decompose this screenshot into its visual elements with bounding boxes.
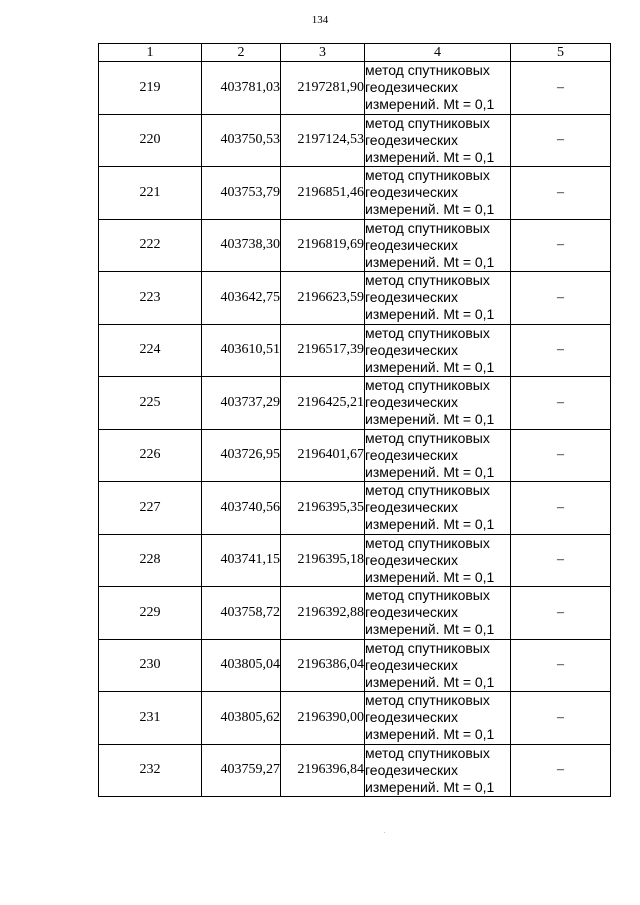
measurement-method [365,639,511,692]
measurement-method [365,377,511,430]
method-line: метод спутниковых [365,272,490,289]
method-line: геодезических [365,709,458,726]
note-dash: – [511,167,611,220]
coordinate-x: 403759,27 [202,744,281,797]
method-line: геодезических [365,446,458,463]
method-line: геодезических [365,499,458,516]
table-row [99,114,611,167]
coordinate-x: 403758,72 [202,587,281,640]
coordinate-y: 2196425,21 [281,377,365,430]
method-line: измерений. Mt = 0,1 [365,673,495,690]
table-header [99,44,611,62]
coordinate-x: 403741,15 [202,534,281,587]
coordinate-y: 2196395,18 [281,534,365,587]
measurement-method [365,219,511,272]
point-number: 223 [99,272,202,325]
table-row [99,692,611,745]
method-line: измерений. Mt = 0,1 [365,358,495,375]
note-dash: – [511,219,611,272]
coordinate-y: 2196396,84 [281,744,365,797]
table-row [99,534,611,587]
coordinate-y: 2197281,90 [281,62,365,115]
point-number: 226 [99,429,202,482]
note-dash: – [511,377,611,430]
method-line: геодезических [365,341,458,358]
table-row [99,429,611,482]
method-line: измерений. Mt = 0,1 [365,516,495,533]
measurement-method [365,744,511,797]
coordinate-x: 403805,04 [202,639,281,692]
coordinate-y: 2196517,39 [281,324,365,377]
method-line: измерений. Mt = 0,1 [365,778,495,795]
method-line: измерений. Mt = 0,1 [365,148,495,165]
coordinate-y: 2196851,46 [281,167,365,220]
coordinate-y: 2196623,59 [281,272,365,325]
table-row [99,324,611,377]
note-dash: – [511,744,611,797]
table-row [99,482,611,535]
coordinates-table [98,43,611,797]
scan-speck [384,832,385,833]
method-line: метод спутниковых [365,482,490,499]
point-number: 221 [99,167,202,220]
note-dash: – [511,114,611,167]
point-number: 227 [99,482,202,535]
point-number: 224 [99,324,202,377]
table-row [99,167,611,220]
coordinate-x: 403740,56 [202,482,281,535]
table-row [99,62,611,115]
point-number: 228 [99,534,202,587]
measurement-method [365,62,511,115]
method-line: измерений. Mt = 0,1 [365,411,495,428]
coordinate-y: 2196392,88 [281,587,365,640]
note-dash: – [511,272,611,325]
method-line: геодезических [365,394,458,411]
method-line: геодезических [365,656,458,673]
coordinate-x: 403726,95 [202,429,281,482]
header-col-4: 4 [365,44,511,62]
header-col-5: 5 [511,44,611,62]
coordinate-x: 403750,53 [202,114,281,167]
note-dash: – [511,692,611,745]
method-line: метод спутниковых [365,219,490,236]
method-line: измерений. Mt = 0,1 [365,96,495,113]
coordinate-x: 403805,62 [202,692,281,745]
point-number: 220 [99,114,202,167]
header-col-1: 1 [99,44,202,62]
coordinate-y: 2196401,67 [281,429,365,482]
method-line: геодезических [365,551,458,568]
method-line: измерений. Mt = 0,1 [365,463,495,480]
coordinate-x: 403642,75 [202,272,281,325]
note-dash: – [511,62,611,115]
note-dash: – [511,429,611,482]
method-line: геодезических [365,761,458,778]
method-line: геодезических [365,289,458,306]
method-line: измерений. Mt = 0,1 [365,201,495,218]
coordinate-x: 403781,03 [202,62,281,115]
measurement-method [365,272,511,325]
point-number: 222 [99,219,202,272]
table-row [99,744,611,797]
table-row [99,587,611,640]
table-row [99,639,611,692]
measurement-method [365,587,511,640]
method-line: метод спутниковых [365,62,490,79]
method-line: метод спутниковых [365,167,490,184]
note-dash: – [511,324,611,377]
coordinate-x: 403738,30 [202,219,281,272]
method-line: геодезических [365,236,458,253]
coordinate-y: 2196390,00 [281,692,365,745]
measurement-method [365,534,511,587]
method-line: геодезических [365,184,458,201]
method-line: измерений. Mt = 0,1 [365,568,495,585]
measurement-method [365,482,511,535]
method-line: метод спутниковых [365,587,490,604]
coordinate-y: 2196395,35 [281,482,365,535]
coordinate-x: 403610,51 [202,324,281,377]
point-number: 225 [99,377,202,430]
method-line: геодезических [365,604,458,621]
measurement-method [365,692,511,745]
method-line: метод спутниковых [365,377,490,394]
coordinate-x: 403737,29 [202,377,281,430]
method-line: геодезических [365,79,458,96]
point-number: 219 [99,62,202,115]
point-number: 232 [99,744,202,797]
note-dash: – [511,587,611,640]
note-dash: – [511,534,611,587]
point-number: 230 [99,639,202,692]
method-line: геодезических [365,131,458,148]
measurement-method [365,429,511,482]
page-number: 134 [311,14,329,26]
method-line: метод спутниковых [365,534,490,551]
measurement-method [365,324,511,377]
coordinate-y: 2196819,69 [281,219,365,272]
table-body [99,62,611,797]
point-number: 231 [99,692,202,745]
table-row [99,272,611,325]
method-line: измерений. Mt = 0,1 [365,621,495,638]
measurement-method [365,114,511,167]
table-row [99,219,611,272]
note-dash: – [511,482,611,535]
measurement-method [365,167,511,220]
table-row [99,377,611,430]
method-line: метод спутниковых [365,114,490,131]
coordinate-y: 2197124,53 [281,114,365,167]
method-line: метод спутниковых [365,692,490,709]
method-line: измерений. Mt = 0,1 [365,306,495,323]
header-row [99,44,611,62]
note-dash: – [511,639,611,692]
method-line: измерений. Mt = 0,1 [365,253,495,270]
header-col-3: 3 [281,44,365,62]
point-number: 229 [99,587,202,640]
method-line: метод спутниковых [365,324,490,341]
coordinate-x: 403753,79 [202,167,281,220]
header-col-2: 2 [202,44,281,62]
method-line: измерений. Mt = 0,1 [365,726,495,743]
method-line: метод спутниковых [365,744,490,761]
coordinate-y: 2196386,04 [281,639,365,692]
method-line: метод спутниковых [365,639,490,656]
method-line: метод спутниковых [365,429,490,446]
